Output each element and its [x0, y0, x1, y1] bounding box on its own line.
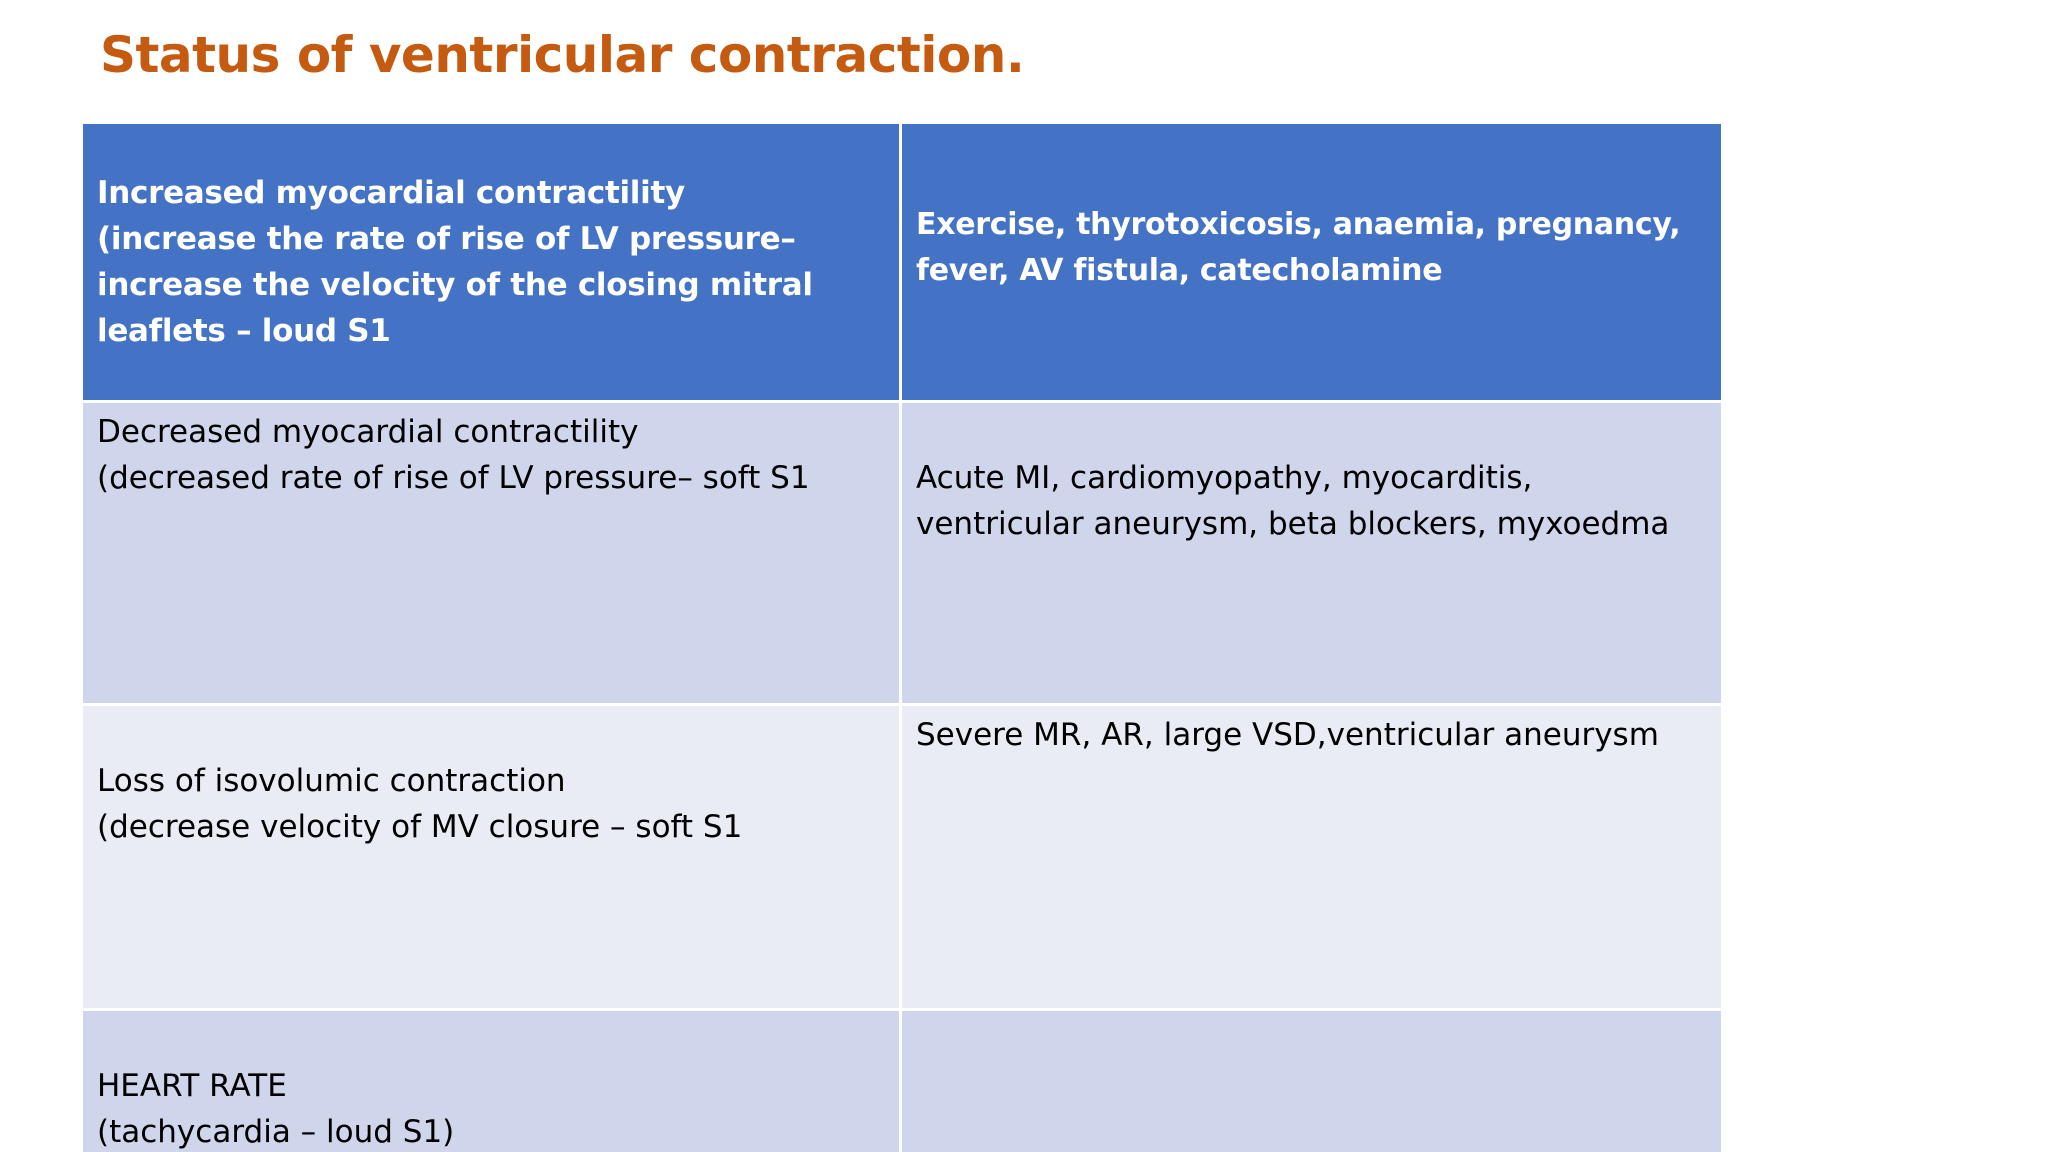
table-cell-causes: [901, 402, 1723, 705]
cell-line: Severe MR, AR, large VSD,ventricular aneurysm: [916, 717, 1659, 753]
cell-line: (decrease velocity of MV closure – soft S1: [97, 809, 743, 845]
table-cell-causes: [901, 123, 1723, 402]
cell-line: HEART RATE: [97, 1068, 287, 1104]
cell-line: (increase the rate of rise of LV pressure–: [97, 221, 796, 257]
table-cell-condition: [82, 1010, 901, 1152]
table-row: [82, 705, 1723, 1010]
table-cell-condition: [82, 402, 901, 705]
cell-line: (decreased rate of rise of LV pressure– soft S1: [97, 460, 810, 496]
cell-line: Exercise, thyrotoxicosis, anaemia, pregnancy,: [916, 207, 1681, 242]
cell-line: Loss of isovolumic contraction: [97, 763, 566, 799]
table-cell-causes-empty: [901, 1010, 1723, 1152]
table-cell-condition: [82, 705, 901, 1010]
slide-title: Status of ventricular contraction.: [100, 26, 1025, 84]
table-row: [82, 123, 1723, 402]
cell-line: leaflets – loud S1: [97, 313, 391, 349]
table-row: [82, 1010, 1723, 1152]
table-cell-condition: [82, 123, 901, 402]
cell-line: (tachycardia – loud S1): [97, 1114, 455, 1150]
cell-line: increase the velocity of the closing mitral: [97, 267, 813, 303]
table-cell-causes: [901, 705, 1723, 1010]
cell-line: Acute MI, cardiomyopathy, myocarditis,: [916, 460, 1533, 496]
cell-line: ventricular aneurysm, beta blockers, myxoedma: [916, 506, 1670, 542]
table-row: [82, 402, 1723, 705]
cell-line: Increased myocardial contractility: [97, 175, 685, 211]
contraction-table: [80, 121, 1724, 1152]
cell-line: Decreased myocardial contractility: [97, 414, 639, 450]
cell-line: fever, AV fistula, catecholamine: [916, 253, 1443, 288]
